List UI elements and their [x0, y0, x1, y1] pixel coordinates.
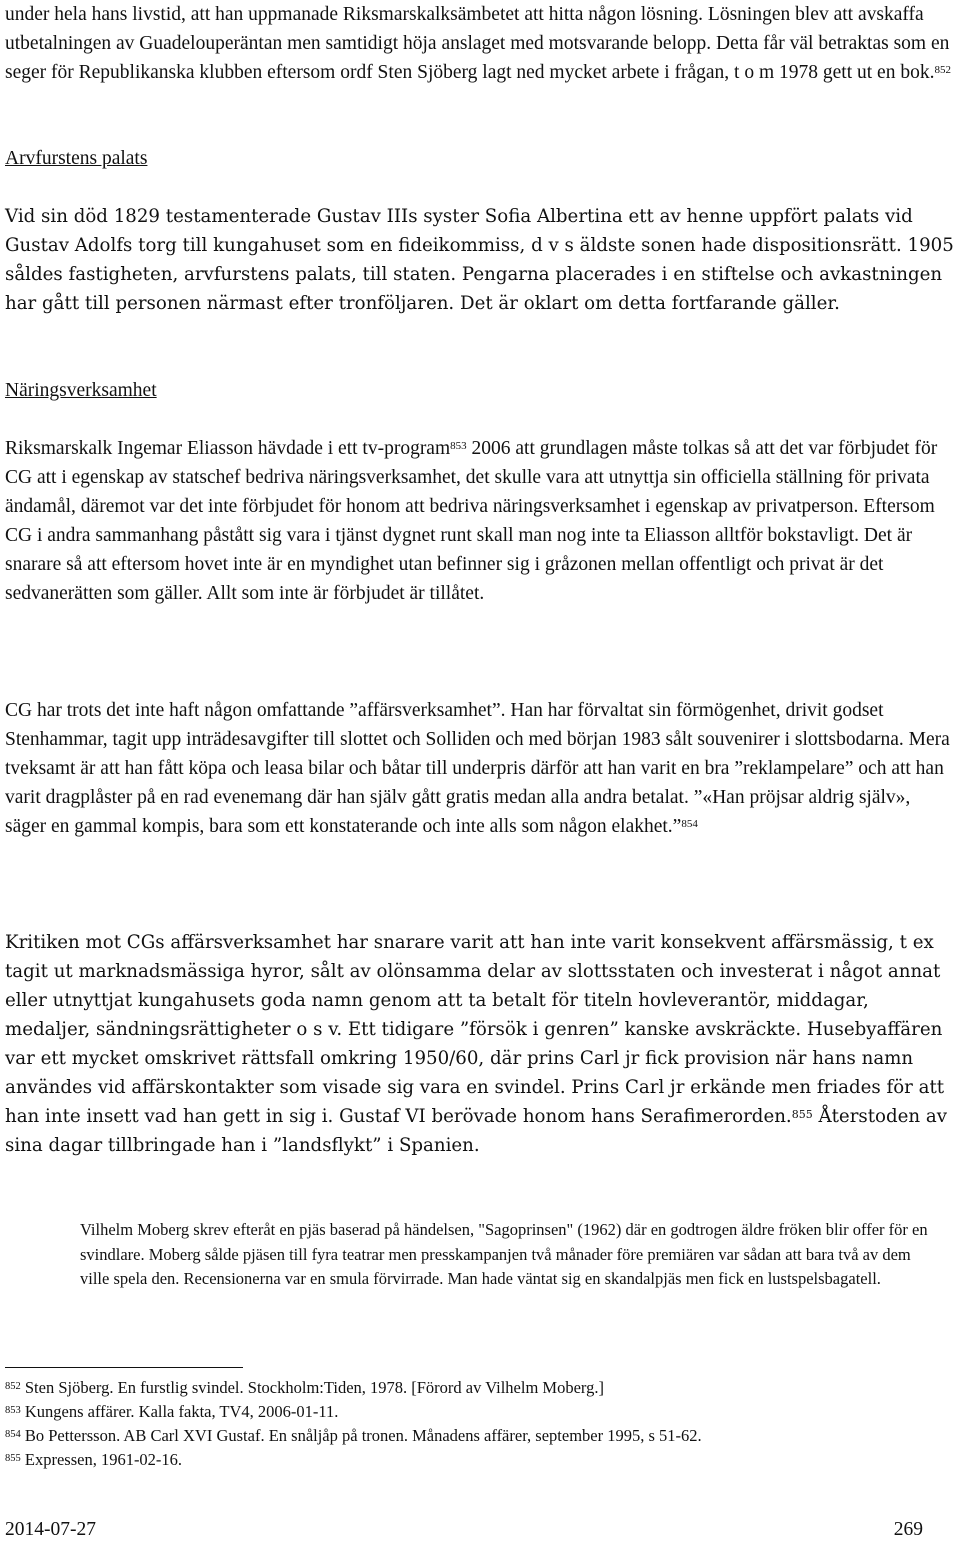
- paragraph-cg-text: CG har trots det inte haft någon omfattande ”affärsverksamhet”. Han har förvaltat sin förmögenhet, drivit godset Stenhammar, tagit upp inträdesavgifter till slottet och Solliden och med början 1983 sålt souvenirer i slottsbodarna. Mera tveksamt är att han fått köpa och leasa bilar och båtar till underpris därför att han varit en bra ”reklampelare” och att han varit dragplåster på en rad evenemang där han själv gått gratis medan alla andra betalat. ”«Han pröjsar aldrig själv», säger en gammal kompis, bara som ett konstaterande och inte alls som någon elakhet.”: [5, 700, 950, 837]
- footnote-855: [5, 1448, 182, 1472]
- footnote-ref-855[interactable]: 855: [791, 1108, 813, 1121]
- footnote-number: 855: [5, 1453, 21, 1464]
- paragraph-kritiken-text-a: Kritiken mot CGs affärsverksamhet har snarare varit att han inte varit konsekvent affärsmässig, t ex tagit ut marknadsmässiga hyror, sålt av olönsamma delar av slottsstaten och investerat i något annat eller utnyttjat kungahusets goda namn genom att ta betalt för titeln hovleverantör, middagar, medaljer, sändningsrättigheter o s v. Ett tidigare ”försök i genren” kanske avskräckte. Husebyaffären var ett mycket omskrivet rättsfall omkring 1950/60, där prins Carl jr fick provision när hans namn användes vid affärskontakter som visade sig vara en svindel. Prins Carl jr erkände men friades för att han inte insett vad han gett in sig i. Gustaf VI berövade honom hans Serafimerorden.: [5, 932, 945, 1127]
- paragraph-riksmarskalk-text-b: 2006 att grundlagen måste tolkas så att det var förbjudet för CG att i egenskap av statschef bedriva näringsverksamhet, det skulle vara att utnyttja sin officiella ställning för privata ändamål, däremot var det inte förbjudet för honom att bedriva näringsverksamhet i egenskap av privatperson. Eftersom CG i andra sammanhang påstått sig vara i tjänst dygnet runt skall man nog inte ta Eliasson alltför bokstavligt. Det är snarare så att eftersom hovet inte är en myndighet utan befinner sig i gråzonen mellan offentligt och privat är det sedvanerätten som gäller. Allt som inte är förbjudet är tillåtet.: [5, 438, 938, 604]
- section-heading-naringsverksamhet: Näringsverksamhet: [5, 380, 157, 401]
- page-number: 269: [893, 1519, 923, 1540]
- paragraph-riksmarskalk: [5, 434, 955, 608]
- footnote-text: Kungens affärer. Kalla fakta, TV4, 2006-01-11.: [20, 1402, 339, 1421]
- footnote-ref-853[interactable]: 853: [450, 440, 467, 452]
- paragraph-riksmarskalk-text-a: Riksmarskalk Ingemar Eliasson hävdade i ett tv-program: [5, 438, 451, 459]
- footnote-ref-854[interactable]: 854: [681, 818, 698, 830]
- footnote-854: [5, 1424, 702, 1448]
- footnote-text: Bo Pettersson. AB Carl XVI Gustaf. En snåljåp på tronen. Månadens affärer, september 1995, s 51-62.: [20, 1426, 702, 1445]
- paragraph-kritiken-text-b: Återstoden av sina dagar tillbringade han i ”landsflykt” i Spanien.: [5, 1106, 947, 1156]
- footnote-separator: [5, 1367, 243, 1368]
- paragraph-kritiken: [5, 928, 955, 1160]
- footnote-text: Sten Sjöberg. En furstlig svindel. Stockholm:Tiden, 1978. [Förord av Vilhelm Moberg.]: [20, 1378, 604, 1397]
- footnote-ref-852[interactable]: 852: [934, 64, 951, 76]
- section-heading-arvfurstens-palats: Arvfurstens palats: [5, 148, 148, 169]
- block-quote: Vilhelm Moberg skrev efteråt en pjäs baserad på händelsen, "Sagoprinsen" (1962) där en godtrogen äldre fröken blir offer för en svindlare. Moberg sålde pjäsen till fyra teatrar men presskampanjen två månader före premiären var sådan att bara två av dem ville spela den. Recensionerna var en smula förvirrade. Man hade väntat sig en skandalpjäs men fick en lustspelsbagatell.: [80, 1220, 928, 1288]
- footnote-text: Expressen, 1961-02-16.: [20, 1450, 183, 1469]
- paragraph-arvfurstens: Vid sin död 1829 testamenterade Gustav IIIs syster Sofia Albertina ett av henne uppfört palats vid Gustav Adolfs torg till kungahuset som en fideikommiss, d v s äldste sonen hade dispositionsrätt. 1905 såldes fastigheten, arvfurstens palats, till staten. Pengarna placerades i en stiftelse och avkastningen har gått till personen närmast efter tronföljaren. Det är oklart om detta fortfarande gäller.: [5, 206, 954, 314]
- footnote-853: [5, 1400, 338, 1424]
- footnote-number: 854: [5, 1429, 21, 1440]
- footnote-852: [5, 1376, 604, 1400]
- footnote-number: 853: [5, 1405, 21, 1416]
- paragraph-intro: [5, 0, 955, 87]
- paragraph-cg: [5, 696, 955, 841]
- paragraph-intro-text: under hela hans livstid, att han uppmanade Riksmarskalksämbetet att hitta någon lösning. Lösningen blev att avskaffa utbetalningen av Guadelouperäntan men samtidigt höja anslaget med motsvarande belopp. Detta får väl betraktas som en seger för Republikanska klubben eftersom ordf Sten Sjöberg lagt ned mycket arbete i frågan, t o m 1978 gett ut en bok.: [5, 4, 950, 83]
- footnote-number: 852: [5, 1381, 21, 1392]
- footer-date: 2014-07-27: [5, 1519, 96, 1540]
